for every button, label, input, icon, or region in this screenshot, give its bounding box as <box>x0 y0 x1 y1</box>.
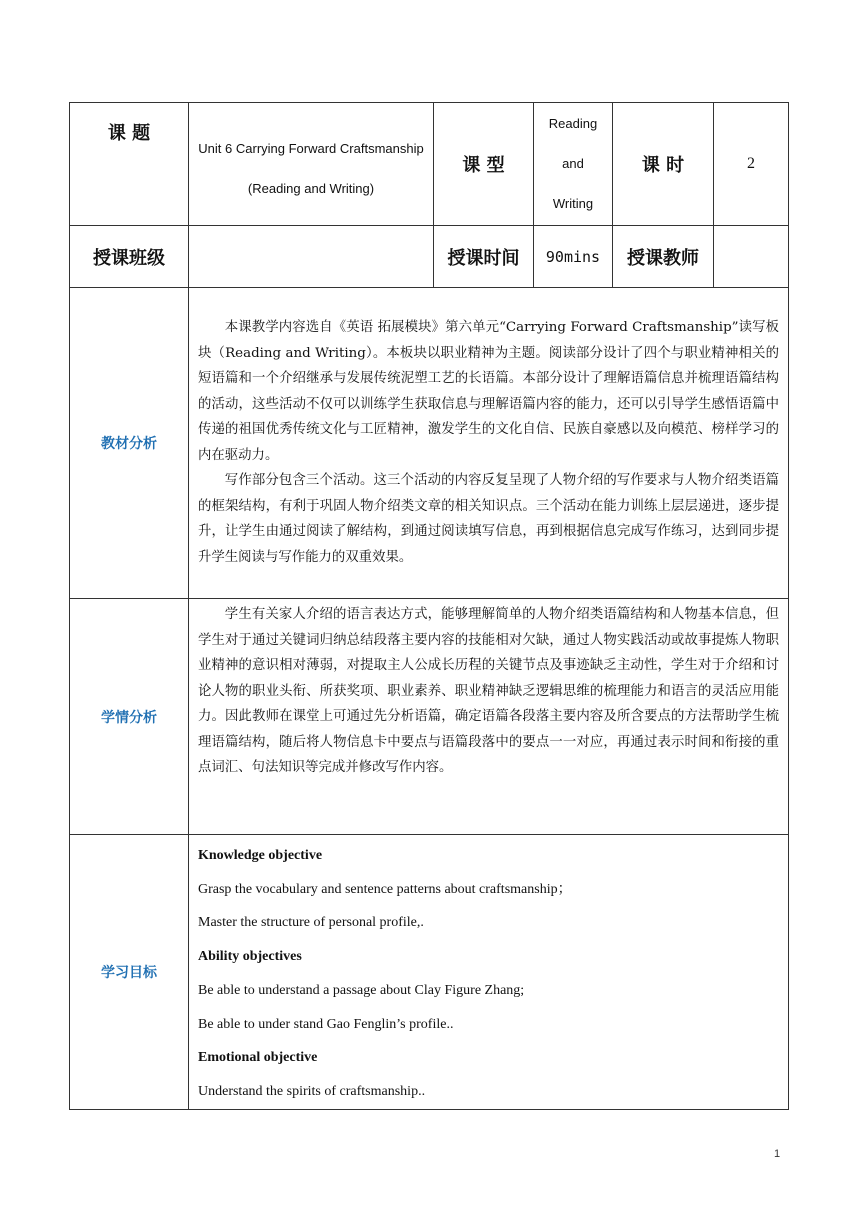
knowledge-objective-item-1: Grasp the vocabulary and sentence patterns about craftsmanship； <box>198 881 572 897</box>
material-analysis-row <box>70 288 789 599</box>
type-value-cell <box>534 103 613 226</box>
ability-objective-item-2: Be able to under stand Gao Fenglin’s profile.. <box>198 1016 454 1032</box>
topic-label-cell <box>70 103 189 226</box>
students-label: 学情分析 <box>101 709 157 726</box>
material-paragraph-2: 写作部分包含三个活动。这三个活动的内容反复呈现了人物介绍的写作要求与人物介绍类语篇的框架结构，有利于巩固人物介绍类文章的相关知识点。三个活动在能力训练上层层递进，逐步提升，让学生由通过阅读了解结构，到通过阅读填写信息，再到根据信息完成写作练习，达到同步提升学生阅读与写作能力的双重效果。 <box>198 473 779 565</box>
header-row-1 <box>70 103 789 226</box>
period-value-cell <box>714 103 789 226</box>
students-paragraph-1: 学生有关家人介绍的语言表达方式，能够理解简单的人物介绍类语篇结构和人物基本信息，但学生对于通过关键词归纳总结段落主要内容的技能相对欠缺，通过人物实践活动或故事提炼人物职业精神的意识相对薄弱，对提取主人公成长历程的关键节点及事迹缺乏主动性，学生对于介绍和讨论人物的职业头衔、所获奖项、职业素养、职业精神缺乏逻辑思维的梳理能力和语言的灵活应用能力。因此教师在课堂上可通过先分析语篇，确定语篇各段落主要内容及所含要点的方法帮助学生梳理语篇结构，随后将人物信息卡中要点与语篇段落中的要点一一对应，再通过表示时间和衔接的重点词汇、句法知识等完成并修改写作内容。 <box>198 607 779 775</box>
type-value-line-1: Reading <box>548 116 598 131</box>
lesson-plan-table <box>69 102 789 1110</box>
knowledge-objective-item-2: Master the structure of personal profile,. <box>198 915 424 931</box>
ability-objective-title: Ability objectives <box>198 949 302 965</box>
page-number: 1 <box>774 1148 781 1160</box>
type-label-cell <box>434 103 534 226</box>
period-label-cell <box>613 103 714 226</box>
material-label: 教材分析 <box>101 436 157 452</box>
knowledge-objective-title: Knowledge objective <box>198 848 323 863</box>
topic-value-cell <box>189 103 434 226</box>
students-content-cell <box>189 599 789 835</box>
teacher-value-cell <box>714 226 789 288</box>
objectives-row <box>70 835 789 1110</box>
time-value-cell <box>534 226 613 288</box>
period-value: 2 <box>747 155 755 172</box>
type-value-line-2: and <box>562 156 584 171</box>
topic-value: Unit 6 Carrying Forward Craftsmanship (Reading and Writing) <box>198 141 424 196</box>
topic-label: 课 题 <box>107 123 151 144</box>
time-label: 授课时间 <box>447 247 520 269</box>
class-value-cell <box>189 226 434 288</box>
type-label: 课 型 <box>462 155 505 176</box>
header-row-2 <box>70 226 789 288</box>
teacher-label: 授课教师 <box>627 247 699 269</box>
period-label: 课 时 <box>641 155 685 176</box>
time-label-cell <box>434 226 534 288</box>
teacher-label-cell <box>613 226 714 288</box>
student-analysis-row <box>70 599 789 835</box>
material-content-cell <box>189 288 789 599</box>
emotional-objective-item-1: Understand the spirits of craftsmanship.. <box>198 1083 426 1099</box>
time-value: 90mins <box>545 247 601 266</box>
objectives-content-cell <box>189 835 789 1110</box>
ability-objective-item-1: Be able to understand a passage about Clay Figure Zhang; <box>198 982 525 998</box>
class-label: 授课班级 <box>93 247 165 269</box>
material-label-cell <box>70 288 189 599</box>
material-paragraph-1: 本课教学内容选自《英语 拓展模块》第六单元“Carrying Forward Craftsmanship”读写板块（Reading and Writing）。本板块以职业精神为主题。阅读部分设计了四个与职业精神相关的短语篇和一个介绍继承与发展传统泥塑工艺的长语篇。本部分设计了理解语篇信息并梳理语篇结构的活动，这些活动不仅可以训练学生获取信息与理解语篇内容的能力，还可以引导学生感悟语篇中传递的祖国优秀传统文化与工匠精神，激发学生的文化自信、民族自豪感以及向模范、榜样学习的内在驱动力。 <box>198 320 779 463</box>
objectives-label-cell <box>70 835 189 1110</box>
students-label-cell <box>70 599 189 835</box>
objectives-label: 学习目标 <box>101 964 157 981</box>
class-label-cell <box>70 226 189 288</box>
emotional-objective-title: Emotional objective <box>198 1050 318 1066</box>
type-value-line-3: Writing <box>552 196 594 211</box>
